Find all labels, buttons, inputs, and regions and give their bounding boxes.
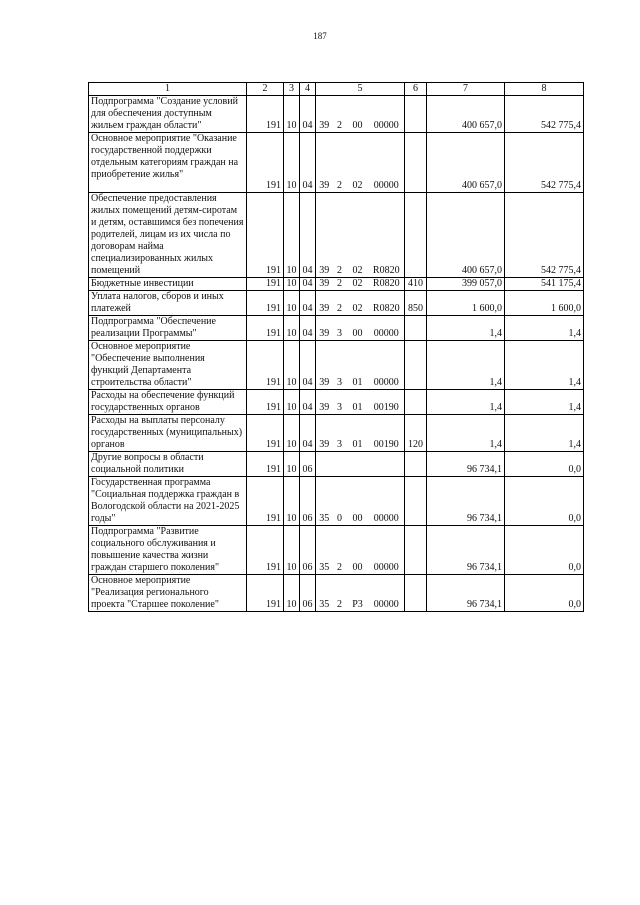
row-col-8: 0,0 <box>505 477 584 526</box>
row-program-code: 39 <box>316 278 333 291</box>
table-row <box>89 415 584 452</box>
row-program-code: 35 <box>316 477 333 526</box>
row-subprogram-code: 3 <box>333 316 347 341</box>
row-name: Подпрограмма "Обеспечение реализации Программы" <box>89 316 247 341</box>
row-col-8: 0,0 <box>505 452 584 477</box>
row-col-2: 191 <box>247 291 284 316</box>
row-name: Обеспечение предоставления жилых помещений детям-сиротам и детям, оставшимся без попечения родителей, лицам из их числа по договорам найма специализированных жилых помещений <box>89 193 247 278</box>
row-subprogram-code <box>333 452 347 477</box>
row-direction-code: 00190 <box>369 415 405 452</box>
row-event-code: 02 <box>347 193 369 278</box>
row-name: Основное мероприятие "Оказание государственной поддержки отдельным категориям граждан на приобретение жилья" <box>89 133 247 193</box>
row-event-code: 00 <box>347 477 369 526</box>
row-col-8: 0,0 <box>505 575 584 612</box>
row-col-2: 191 <box>247 415 284 452</box>
row-col-7: 400 657,0 <box>427 96 505 133</box>
row-direction-code: 00000 <box>369 133 405 193</box>
table-row <box>89 575 584 612</box>
row-col-4: 04 <box>300 193 316 278</box>
row-col-4: 06 <box>300 477 316 526</box>
table-row <box>89 341 584 390</box>
row-col-7: 96 734,1 <box>427 477 505 526</box>
row-col-8: 1,4 <box>505 415 584 452</box>
row-col-4: 04 <box>300 341 316 390</box>
row-col-3: 10 <box>284 193 300 278</box>
row-col-3: 10 <box>284 415 300 452</box>
row-col-4: 04 <box>300 133 316 193</box>
row-col-8: 1,4 <box>505 390 584 415</box>
row-program-code: 39 <box>316 133 333 193</box>
row-subprogram-code: 3 <box>333 415 347 452</box>
row-col-8: 542 775,4 <box>505 96 584 133</box>
row-col-3: 10 <box>284 278 300 291</box>
row-col-2: 191 <box>247 452 284 477</box>
table-row <box>89 193 584 278</box>
row-event-code: 00 <box>347 96 369 133</box>
row-col-3: 10 <box>284 316 300 341</box>
row-col-8: 1,4 <box>505 316 584 341</box>
row-col-7: 1 600,0 <box>427 291 505 316</box>
header-col-3: 3 <box>284 83 300 96</box>
row-event-code: 00 <box>347 526 369 575</box>
row-direction-code: 00000 <box>369 316 405 341</box>
row-program-code <box>316 452 333 477</box>
row-col-6 <box>405 526 427 575</box>
row-col-6 <box>405 133 427 193</box>
row-col-4: 06 <box>300 575 316 612</box>
row-event-code: 00 <box>347 316 369 341</box>
row-direction-code: 00190 <box>369 390 405 415</box>
row-col-2: 191 <box>247 96 284 133</box>
row-col-6 <box>405 575 427 612</box>
header-col-4: 4 <box>300 83 316 96</box>
row-direction-code: 00000 <box>369 477 405 526</box>
table-row <box>89 316 584 341</box>
row-direction-code: 00000 <box>369 526 405 575</box>
row-direction-code: R0820 <box>369 291 405 316</box>
row-direction-code: R0820 <box>369 278 405 291</box>
header-col-6: 6 <box>405 83 427 96</box>
row-event-code: 02 <box>347 133 369 193</box>
row-direction-code <box>369 452 405 477</box>
table-header-row <box>89 83 584 96</box>
row-program-code: 39 <box>316 96 333 133</box>
row-event-code: 02 <box>347 291 369 316</box>
row-subprogram-code: 2 <box>333 133 347 193</box>
row-program-code: 39 <box>316 193 333 278</box>
row-direction-code: R0820 <box>369 193 405 278</box>
row-col-4: 04 <box>300 415 316 452</box>
table-row <box>89 390 584 415</box>
row-name: Подпрограмма "Развитие социального обслуживания и повышение качества жизни граждан старшего поколения" <box>89 526 247 575</box>
row-col-2: 191 <box>247 193 284 278</box>
row-col-7: 1,4 <box>427 415 505 452</box>
row-col-6 <box>405 341 427 390</box>
row-col-2: 191 <box>247 390 284 415</box>
row-col-3: 10 <box>284 575 300 612</box>
row-col-6 <box>405 477 427 526</box>
table-body <box>89 96 584 612</box>
row-direction-code: 00000 <box>369 96 405 133</box>
header-col-8: 8 <box>505 83 584 96</box>
table-row <box>89 291 584 316</box>
row-col-6: 120 <box>405 415 427 452</box>
row-col-6: 410 <box>405 278 427 291</box>
row-subprogram-code: 0 <box>333 477 347 526</box>
row-col-7: 96 734,1 <box>427 526 505 575</box>
row-col-4: 04 <box>300 390 316 415</box>
row-program-code: 35 <box>316 575 333 612</box>
row-name: Расходы на выплаты персоналу государственных (муниципальных) органов <box>89 415 247 452</box>
row-col-8: 1 600,0 <box>505 291 584 316</box>
row-col-8: 1,4 <box>505 341 584 390</box>
row-col-7: 400 657,0 <box>427 133 505 193</box>
row-col-7: 1,4 <box>427 316 505 341</box>
row-col-3: 10 <box>284 96 300 133</box>
row-col-3: 10 <box>284 291 300 316</box>
row-col-7: 399 057,0 <box>427 278 505 291</box>
row-program-code: 39 <box>316 415 333 452</box>
row-subprogram-code: 2 <box>333 96 347 133</box>
row-name: Бюджетные инвестиции <box>89 278 247 291</box>
row-col-3: 10 <box>284 452 300 477</box>
page-number: 187 <box>313 31 327 41</box>
row-event-code: 01 <box>347 341 369 390</box>
row-col-7: 96 734,1 <box>427 575 505 612</box>
row-col-4: 04 <box>300 96 316 133</box>
row-program-code: 39 <box>316 341 333 390</box>
header-col-1: 1 <box>89 83 247 96</box>
row-col-4: 04 <box>300 278 316 291</box>
row-col-2: 191 <box>247 526 284 575</box>
row-col-2: 191 <box>247 133 284 193</box>
row-name: Уплата налогов, сборов и иных платежей <box>89 291 247 316</box>
row-col-6 <box>405 96 427 133</box>
row-col-3: 10 <box>284 390 300 415</box>
row-program-code: 39 <box>316 390 333 415</box>
row-col-4: 06 <box>300 526 316 575</box>
row-col-8: 541 175,4 <box>505 278 584 291</box>
row-event-code: 01 <box>347 415 369 452</box>
row-col-8: 0,0 <box>505 526 584 575</box>
row-col-2: 191 <box>247 341 284 390</box>
row-col-7: 1,4 <box>427 390 505 415</box>
row-col-2: 191 <box>247 477 284 526</box>
header-col-5: 5 <box>316 83 405 96</box>
row-col-6 <box>405 316 427 341</box>
table-row <box>89 278 584 291</box>
row-col-2: 191 <box>247 575 284 612</box>
row-col-3: 10 <box>284 477 300 526</box>
row-name: Другие вопросы в области социальной политики <box>89 452 247 477</box>
row-program-code: 35 <box>316 526 333 575</box>
row-program-code: 39 <box>316 316 333 341</box>
row-program-code: 39 <box>316 291 333 316</box>
table-row <box>89 452 584 477</box>
row-direction-code: 00000 <box>369 341 405 390</box>
row-col-6 <box>405 390 427 415</box>
row-event-code: 02 <box>347 278 369 291</box>
row-col-7: 1,4 <box>427 341 505 390</box>
row-subprogram-code: 2 <box>333 291 347 316</box>
row-col-4: 04 <box>300 291 316 316</box>
row-col-3: 10 <box>284 133 300 193</box>
row-name: Основное мероприятие "Реализация регионального проекта "Старшее поколение" <box>89 575 247 612</box>
table-row <box>89 477 584 526</box>
table-row <box>89 526 584 575</box>
row-col-8: 542 775,4 <box>505 133 584 193</box>
budget-table <box>88 82 584 612</box>
row-col-6 <box>405 193 427 278</box>
row-col-4: 04 <box>300 316 316 341</box>
row-name: Подпрограмма "Создание условий для обеспечения доступным жильем граждан области" <box>89 96 247 133</box>
row-col-2: 191 <box>247 316 284 341</box>
row-name: Расходы на обеспечение функций государственных органов <box>89 390 247 415</box>
row-col-4: 06 <box>300 452 316 477</box>
header-col-7: 7 <box>427 83 505 96</box>
row-subprogram-code: 2 <box>333 278 347 291</box>
row-subprogram-code: 2 <box>333 526 347 575</box>
row-event-code: P3 <box>347 575 369 612</box>
row-col-3: 10 <box>284 341 300 390</box>
row-col-7: 400 657,0 <box>427 193 505 278</box>
row-col-2: 191 <box>247 278 284 291</box>
row-col-3: 10 <box>284 526 300 575</box>
row-col-6: 850 <box>405 291 427 316</box>
row-col-7: 96 734,1 <box>427 452 505 477</box>
row-subprogram-code: 3 <box>333 341 347 390</box>
row-col-6 <box>405 452 427 477</box>
row-direction-code: 00000 <box>369 575 405 612</box>
row-subprogram-code: 2 <box>333 193 347 278</box>
row-name: Государственная программа "Социальная поддержка граждан в Вологодской области на 2021-2025 годы" <box>89 477 247 526</box>
row-event-code <box>347 452 369 477</box>
header-col-2: 2 <box>247 83 284 96</box>
table-row <box>89 96 584 133</box>
row-col-8: 542 775,4 <box>505 193 584 278</box>
row-name: Основное мероприятие "Обеспечение выполнения функций Департамента строительства области" <box>89 341 247 390</box>
row-event-code: 01 <box>347 390 369 415</box>
table-row <box>89 133 584 193</box>
row-subprogram-code: 3 <box>333 390 347 415</box>
row-subprogram-code: 2 <box>333 575 347 612</box>
